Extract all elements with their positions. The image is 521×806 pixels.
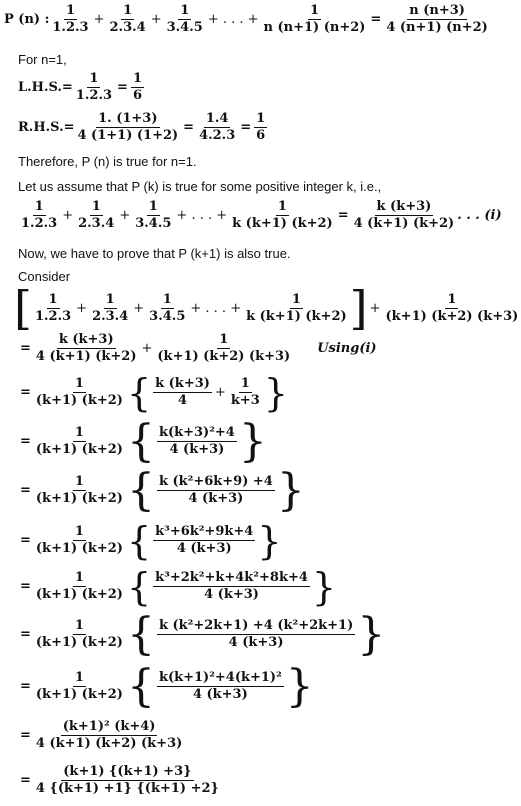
statement-line: P (n) : $\frac{1}{1.2.3}$ + $\frac{1}{2.3.4}$ + $\frac{1}{3.4.5}$ + . . . + $\frac{1}{n (n+1) (n+2)}$ = $\frac{n (n+3)}{4 (n+1) (n+2)}$ [4, 3, 488, 36]
base-rhs-frac: $\frac{1. (1+3)}{4 (1+1) (1+2)}$ [77, 111, 179, 144]
step-1: = $\frac{k (k+3)}{4 (k+1) (k+2)}$ + $\frac{1}{(k+1) (k+2) (k+3)}$ Using(i) [20, 332, 377, 365]
step-6: = $\frac{1}{(k+1) (k+2)}$ { $\frac{\text{k³+2k²+k+4k²+8k+4}}{4 (k+3)}$ } [20, 564, 337, 609]
statement-rhs: $\frac{n (n+3)}{4 (n+1) (n+2)}$ [386, 3, 488, 36]
step-9: = $\frac{\text{(k+1)² (k+4)}}{4 (k+1) (k+2) (k+3)}$ [20, 719, 183, 752]
statement-ellipsis: + . . . + [207, 12, 259, 28]
step-10: = $\frac{(k+1) \{(k+1) +3\}}{4 \{(k+1) +1\} \{(k+1) +2\}}$ [20, 764, 219, 797]
base-rhs-value: $\frac{1}{6}$ [256, 111, 266, 144]
hypothesis-text: Let us assume that P (k) is true for some positive integer k, i.e., [18, 179, 382, 194]
step-4: = $\frac{1}{(k+1) (k+2)}$ { $\frac{\text{k (k²+6k+9) +4}}{4 (k+3)}$ } [20, 465, 305, 516]
step-3: = $\frac{1}{(k+1) (k+2)}$ { $\frac{\text{k(k+3)²+4}}{4 (k+3)}$ } [20, 416, 267, 467]
step-2: = $\frac{1}{(k+1) (k+2)}$ { $\frac{k (k+3)}{4}$ + $\frac{1}{k+3}$ } [20, 370, 288, 415]
statement-term-3: $\frac{1}{3.4.5}$ [166, 3, 203, 36]
consider-text: Consider [18, 269, 71, 284]
statement-lhs: P (n) : [4, 12, 50, 28]
step-8: = $\frac{1}{(k+1) (k+2)}$ { $\frac{\text{k(k+1)²+4(k+1)²}}{4 (k+3)}$ } [20, 661, 314, 712]
base-rhs-line: R.H.S.= $\frac{1. (1+3)}{4 (1+1) (1+2)}$ = $\frac{1.4}{4.2.3}$ = $\frac{1}{6}$ [18, 111, 266, 144]
base-lhs-line: L.H.S.= $\frac{1}{1.2.3}$ = $\frac{1}{6}$ [18, 71, 142, 104]
base-case-conclusion: Therefore, P (n) is true for n=1. [18, 154, 197, 169]
using-note: Using(i) [317, 341, 377, 357]
base-rhs-mid: $\frac{1.4}{4.2.3}$ [199, 111, 236, 144]
statement-last-term: $\frac{1}{n (n+1) (n+2)}$ [263, 3, 366, 36]
statement-term-1: $\frac{1}{1.2.3}$ [52, 3, 89, 36]
statement-term-2: $\frac{1}{2.3.4}$ [109, 3, 146, 36]
base-lhs-value: $\frac{1}{6}$ [132, 71, 142, 104]
step-5: = $\frac{1}{(k+1) (k+2)}$ { $\frac{\text{k³+6k²+9k+4}}{4 (k+3)}$ } [20, 518, 282, 563]
hypothesis-line: $\frac{1}{1.2.3}$ + $\frac{1}{2.3.4}$ + $\frac{1}{3.4.5}$ + . . . + $\frac{1}{k (k+1) (k+2)}$ = $\frac{k (k+3)}{4 (k+1) (k+2)}$ . . . (i) [21, 199, 502, 232]
goal-text: Now, we have to prove that P (k+1) is also true. [18, 246, 291, 261]
base-lhs-frac: $\frac{1}{1.2.3}$ [75, 71, 113, 104]
base-case-text: For n=1, [18, 52, 67, 67]
step-7: = $\frac{1}{(k+1) (k+2)}$ { $\frac{\text{k (k²+2k+1) +4 (k²+2k+1)}}{4 (k+3)}$ } [20, 609, 386, 660]
consider-line: [ $\frac{1}{1.2.3}$ + $\frac{1}{2.3.4}$ + $\frac{1}{3.4.5}$ + . . . + $\frac{1}{k (k+1) (k+2)}$ ] + $\frac{1}{(k+1) (k+2) (k+3)}$ [14, 281, 519, 335]
equation-tag: . . . (i) [457, 208, 502, 224]
